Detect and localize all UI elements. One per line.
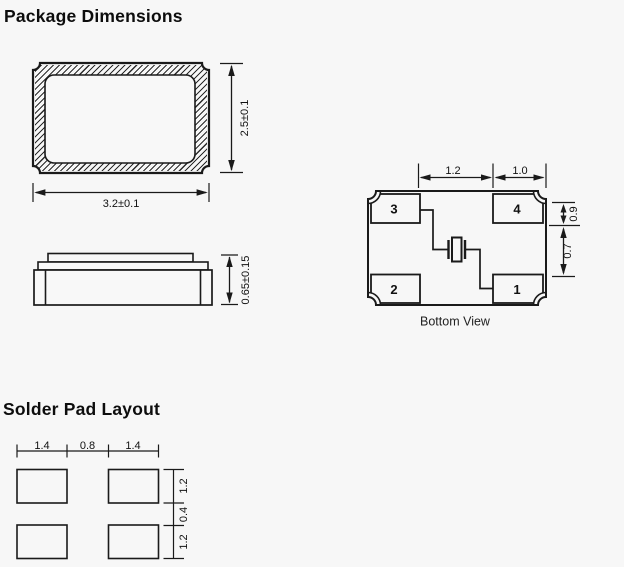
dim-label-pad-gap-vertical: 0.7 (562, 243, 574, 259)
arrowhead-up (560, 227, 566, 238)
wire-pad3-to-crystal (420, 210, 448, 250)
solder-pad-layout-drawing (17, 440, 190, 559)
dim-label-pad-width: 1.0 (512, 165, 528, 177)
solder-pad-bottom-right (109, 525, 159, 559)
dim-pad-height-0-9 (549, 203, 580, 226)
side-view-drawing (34, 254, 252, 306)
arrowhead-down (228, 160, 235, 171)
solder-dim-rows (164, 470, 191, 559)
dim-pad-width-1-0 (495, 164, 547, 189)
side-view-lid (48, 254, 193, 263)
side-view-seal-ring (38, 262, 208, 270)
dim-label-row-2: 0.4 (178, 506, 190, 523)
top-view-drawing (33, 63, 251, 210)
arrowhead-right (481, 174, 492, 180)
top-view-cavity (45, 75, 195, 163)
bottom-view-drawing (368, 164, 580, 329)
dim-label-height: 2.5±0.1 (239, 99, 251, 137)
dim-label-row-3: 1.2 (178, 534, 190, 550)
dim-pad-gap-0-7 (552, 227, 575, 277)
dim-label-pad-height: 0.9 (568, 206, 580, 222)
solder-dim-columns (17, 440, 159, 458)
arrowhead-up (561, 204, 567, 213)
dim-label-col-3: 1.4 (125, 440, 141, 452)
crystal-symbol (420, 210, 493, 289)
arrowhead-down (561, 216, 567, 225)
dim-height-2-5 (220, 64, 251, 173)
dim-label-row-1: 1.2 (178, 478, 190, 494)
dim-label-col-1: 1.4 (34, 440, 50, 452)
pad-3-number: 3 (390, 201, 398, 217)
solder-pad-top-right (109, 470, 159, 504)
arrowhead-left (34, 189, 45, 196)
dim-label-thickness: 0.65±0.15 (240, 255, 252, 305)
arrowhead-down (560, 264, 566, 275)
dim-label-pad-gap: 1.2 (445, 165, 461, 177)
dim-width-3-2 (33, 183, 209, 210)
dim-pad-gap-1-2 (419, 164, 494, 189)
pad-1-number: 1 (513, 282, 521, 297)
solder-pad-layout-title: Solder Pad Layout (3, 399, 161, 419)
solder-pad-top-left (17, 470, 67, 504)
arrowhead-left (495, 174, 506, 180)
arrowhead-up (228, 65, 235, 76)
pad-2-number: 2 (390, 282, 398, 297)
arrowhead-up (226, 256, 232, 267)
dim-label-col-2: 0.8 (79, 440, 96, 452)
side-view-body (34, 270, 212, 305)
wire-crystal-to-pad1 (466, 250, 493, 289)
crystal-element (452, 238, 462, 262)
page-title: Package Dimensions (4, 6, 183, 26)
dim-label-width: 3.2±0.1 (102, 198, 140, 210)
solder-pad-bottom-left (17, 525, 67, 559)
arrowhead-down (226, 293, 232, 304)
arrowhead-right (197, 189, 208, 196)
pad-4-number: 4 (513, 201, 521, 217)
arrowhead-left (420, 174, 431, 180)
dim-height-0-65 (221, 255, 252, 305)
bottom-view-caption: Bottom View (420, 314, 490, 329)
arrowhead-right (534, 174, 545, 180)
